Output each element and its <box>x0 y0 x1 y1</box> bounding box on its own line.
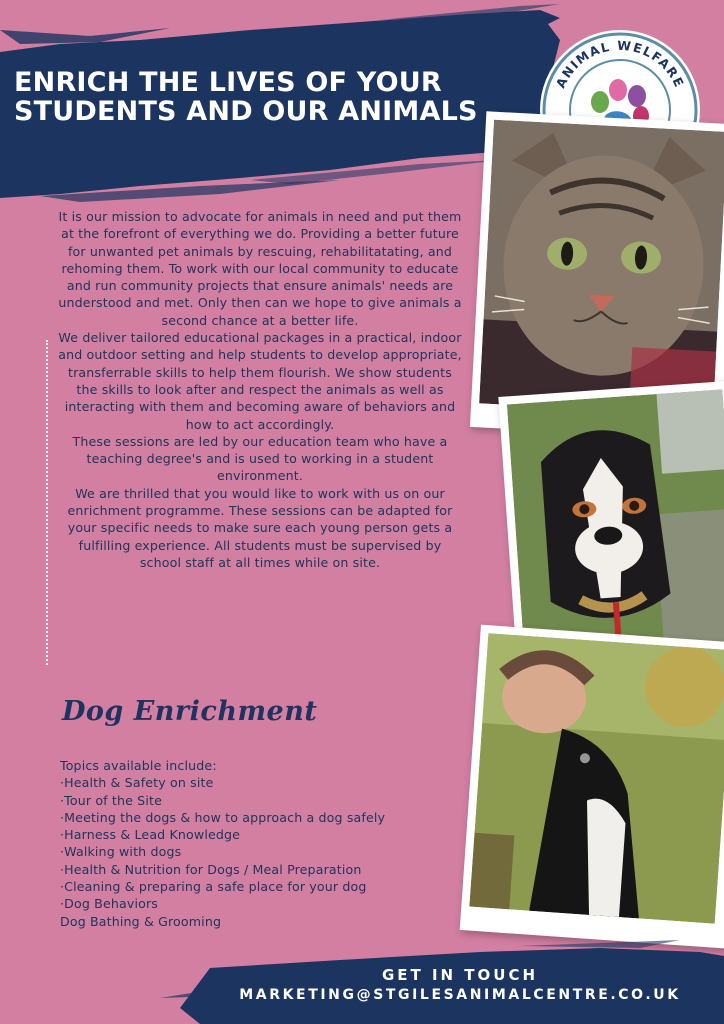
mission-text <box>58 208 462 571</box>
paragraph-team: These sessions are led by our education team who have a teaching degree's and is used to working in a student environment. <box>72 433 448 484</box>
list-item: ·Harness & Lead Knowledge <box>60 827 241 843</box>
dog-kiss-photo <box>460 625 724 950</box>
contact-email[interactable]: MARKETING@STGILESANIMALCENTRE.CO.UK <box>239 987 681 1003</box>
list-item: ·Dog Behaviors <box>60 896 158 912</box>
list-item: ·Meeting the dogs & how to approach a dog safely <box>60 809 386 825</box>
get-in-touch-label: GET IN TOUCH <box>381 966 539 984</box>
list-item: ·Walking with dogs <box>60 844 182 860</box>
paragraph-mission: It is our mission to advocate for animals in need and put them at the forefront of everything we do. Providing a better future for unwanted pet animals by rescuing, rehabilitatating, and rehoming them. To work with our local community to educate and run community projects that ensure animals' needs are understood and met. Only then can we hope to give animals a second chance at a better life. <box>58 209 462 328</box>
paragraph-packages: We deliver tailored educational packages in a practical, indoor and outdoor setting and help students to develop appropriate, transferrable skills to help them flourish. We show students the skills to look after and respect the animals as well as interacting with them and becoming aware of behaviors and how to act accordingly. <box>58 330 462 432</box>
topics-intro: Topics available include: <box>60 758 217 773</box>
topics-list <box>60 757 440 930</box>
page-title: ENRICH THE LIVES OF YOUR STUDENTS AND OUR ANIMALS <box>14 67 478 127</box>
list-item: ·Tour of the Site <box>60 792 162 808</box>
logo-top-text: ANIMAL WELFARE <box>552 37 688 91</box>
list-item: Dog Bathing & Grooming <box>60 913 222 929</box>
list-item: ·Cleaning & preparing a safe place for your dog <box>60 879 367 895</box>
section-heading: Dog Enrichment <box>62 696 318 727</box>
paragraph-programme: We are thrilled that you would like to work with us on our enrichment programme. These sessions can be adapted for your specific needs to make sure each young person gets a fulfilling experience. All students must be supervised by school staff at all times while on site. <box>67 485 453 570</box>
list-item: ·Health & Nutrition for Dogs / Meal Preparation <box>60 861 362 877</box>
dotted-divider <box>46 340 48 665</box>
list-item: ·Health & Safety on site <box>60 775 214 791</box>
